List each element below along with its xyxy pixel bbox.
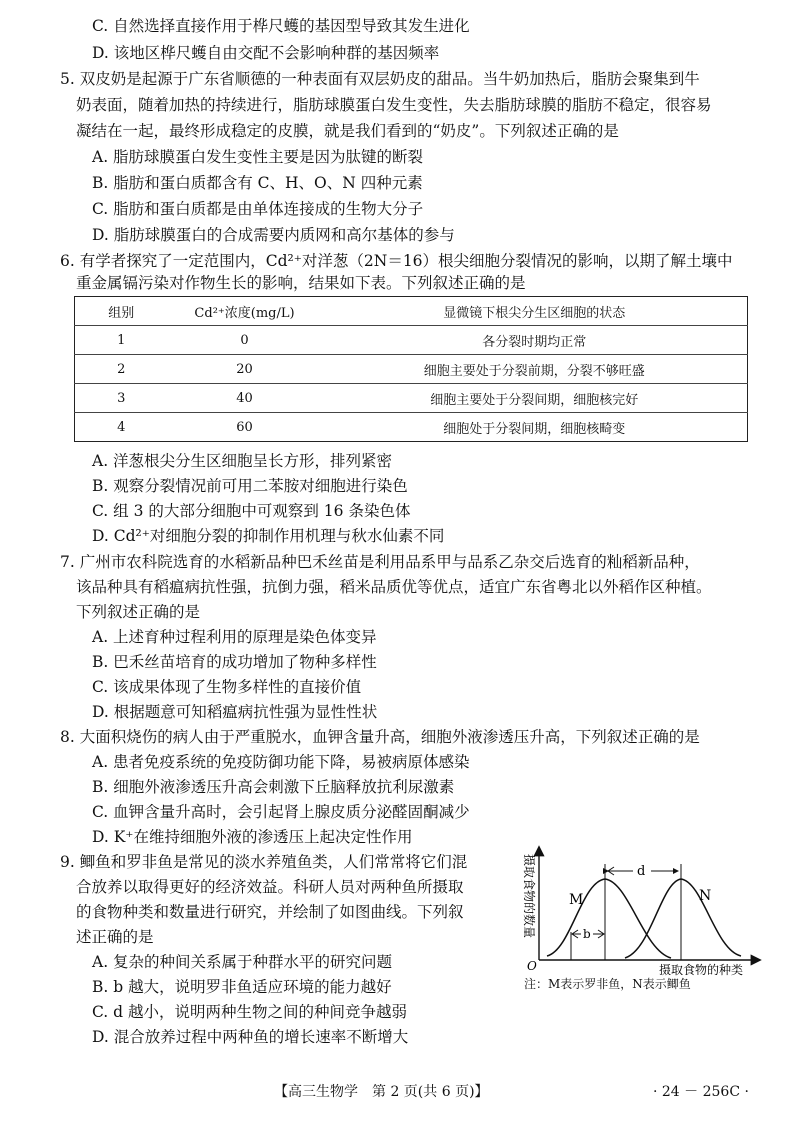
q9-option-b: B. b 越大，说明罗非鱼适应环境的能力越好 — [92, 978, 392, 996]
origin-label: O — [527, 959, 537, 973]
q6-option-d: D. Cd²⁺对细胞分裂的抑制作用机理与秋水仙素不同 — [92, 527, 445, 545]
q8-option-c: C. 血钾含量升高时，会引起肾上腺皮质分泌醛固酮减少 — [92, 803, 470, 821]
q4-option-c: C. 自然选择直接作用于桦尺蠖的基因型导致其发生进化 — [92, 17, 470, 35]
q9-stem-line3: 的食物种类和数量进行研究，并绘制了如图曲线。下列叙 — [76, 903, 464, 921]
table-cell: 细胞主要处于分裂间期，细胞核完好 — [322, 384, 748, 413]
q5-option-c: C. 脂肪和蛋白质都是由单体连接成的生物大分子 — [92, 200, 424, 218]
q7-option-d: D. 根据题意可知稻瘟病抗性强为显性性状 — [92, 703, 378, 721]
figure-note: 注：M表示罗非鱼，N表示鲫鱼 — [524, 977, 691, 991]
q6-option-c: C. 组 3 的大部分细胞中可观察到 16 条染色体 — [92, 502, 411, 520]
q9-stem-line4: 述正确的是 — [76, 928, 154, 946]
table-cell: 4 — [117, 419, 126, 435]
q6-option-b: B. 观察分裂情况前可用二苯胺对细胞进行染色 — [92, 477, 408, 495]
table-cell: 40 — [168, 384, 322, 413]
q5-stem-line2: 奶表面，随着加热的持续进行，脂肪球膜蛋白发生变性，失去脂肪球膜的脂肪不稳定，很容易 — [76, 96, 712, 114]
footer-code: · 24 － 256C · — [653, 1084, 749, 1100]
m-label: M — [569, 892, 584, 908]
q8-option-a: A. 患者免疫系统的免疫防御功能下降，易被病原体感染 — [92, 753, 470, 771]
table-cell: 2 — [75, 355, 168, 384]
table-cell: 1 — [75, 326, 168, 355]
x-axis-label: 摄取食物的种类 — [659, 963, 744, 977]
y-axis-label: 摄取食物的数量 — [522, 854, 536, 939]
table-header-state: 显微镜下根尖分生区细胞的状态 — [322, 297, 748, 326]
table-header-group: 组别 — [75, 297, 168, 326]
cd-concentration-table — [74, 296, 748, 442]
table-header-concentration: Cd²⁺浓度(mg/L) — [168, 297, 322, 326]
q5-option-d: D. 脂肪球膜蛋白的合成需要内质网和高尔基体的参与 — [92, 226, 455, 244]
q5-stem-line3: 凝结在一起，最终形成稳定的皮膜，就是我们看到的“奶皮”。下列叙述正确的是 — [76, 122, 619, 140]
table-header-row — [75, 297, 748, 326]
q6-stem-line2: 重金属镉污染对作物生长的影响，结果如下表。下列叙述正确的是 — [76, 274, 526, 292]
table-cell: 各分裂时期均正常 — [322, 326, 748, 355]
q9-stem-line1: 9. 鲫鱼和罗非鱼是常见的淡水养殖鱼类，人们常常将它们混 — [60, 853, 468, 871]
q7-option-a: A. 上述育种过程利用的原理是染色体变异 — [92, 628, 377, 646]
q9-option-c: C. d 越小，说明两种生物之间的种间竞争越弱 — [92, 1003, 408, 1021]
curve-m — [547, 879, 671, 958]
q4-option-d: D. 该地区桦尺蠖自由交配不会影响种群的基因频率 — [92, 44, 440, 62]
food-niche-graph — [511, 842, 771, 992]
q6-stem-line1: 6. 有学者探究了一定范围内，Cd²⁺对洋葱（2N＝16）根尖细胞分裂情况的影响，以期了解土壤中 — [60, 252, 733, 270]
table-cell: 0 — [168, 326, 322, 355]
q5-stem-line1: 5. 双皮奶是起源于广东省顺德的一种表面有双层奶皮的甜品。当牛奶加热后，脂肪会聚集到牛 — [60, 70, 700, 88]
table-cell: 细胞主要处于分裂前期，分裂不够旺盛 — [322, 355, 748, 384]
q8-stem-line1: 8. 大面积烧伤的病人由于严重脱水，血钾含量升高，细胞外液渗透压升高，下列叙述正确的是 — [60, 728, 700, 746]
q9-stem-line2: 合放养以取得更好的经济效益。科研人员对两种鱼所摄取 — [76, 878, 464, 896]
table-cell: 20 — [168, 355, 322, 384]
table-cell: 3 — [75, 384, 168, 413]
b-label: b — [583, 927, 591, 941]
table-row — [75, 413, 748, 442]
q6-option-a: A. 洋葱根尖分生区细胞呈长方形，排列紧密 — [92, 452, 393, 470]
curve-n — [625, 879, 741, 958]
q7-stem-line3: 下列叙述正确的是 — [76, 603, 201, 621]
footer-page-info: 【高三生物学 第 2 页(共 6 页)】 — [274, 1084, 489, 1100]
n-label: N — [699, 888, 712, 904]
q7-stem-line2: 该品种具有稻瘟病抗性强，抗倒力强，稻米品质优等优点，适宜广东省粤北以外稻作区种植。 — [76, 578, 712, 596]
table-row — [75, 384, 748, 413]
q8-option-d: D. K⁺在维持细胞外液的渗透压上起决定性作用 — [92, 828, 413, 846]
q7-stem-line1: 7. 广州市农科院选育的水稻新品种巴禾丝苗是利用品系甲与品系乙杂交后选育的籼稻新品种， — [60, 553, 700, 571]
table-row — [75, 355, 748, 384]
table-row — [75, 326, 748, 355]
table-cell: 60 — [236, 419, 253, 435]
q8-option-b: B. 细胞外液渗透压升高会刺激下丘脑释放抗利尿激素 — [92, 778, 455, 796]
q5-option-a: A. 脂肪球膜蛋白发生变性主要是因为肽键的断裂 — [92, 148, 424, 166]
d-label: d — [637, 864, 646, 879]
table-cell: 细胞处于分裂间期，细胞核畸变 — [443, 421, 626, 437]
q7-option-b: B. 巴禾丝苗培育的成功增加了物种多样性 — [92, 653, 377, 671]
q9-option-d: D. 混合放养过程中两种鱼的增长速率不断增大 — [92, 1028, 409, 1046]
q9-option-a: A. 复杂的种间关系属于种群水平的研究问题 — [92, 953, 393, 971]
q5-option-b: B. 脂肪和蛋白质都含有 C、H、O、N 四种元素 — [92, 174, 423, 192]
q7-option-c: C. 该成果体现了生物多样性的直接价值 — [92, 678, 362, 696]
